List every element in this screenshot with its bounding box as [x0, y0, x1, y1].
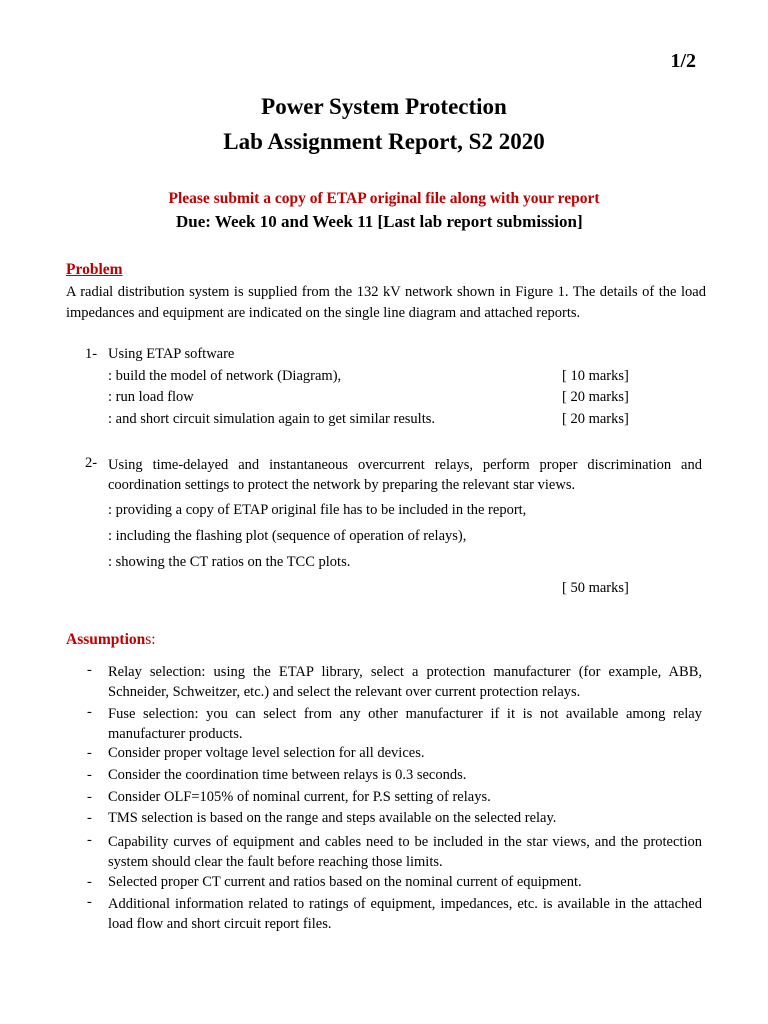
bullet-dash: - — [87, 745, 92, 761]
task1-title: Using ETAP software — [108, 346, 235, 362]
bullet-dash: - — [87, 810, 92, 826]
bullet-dash: - — [87, 874, 92, 890]
task1-item-marks: [ 10 marks] — [562, 368, 629, 384]
task2-title: Using time-delayed and instantaneous overcurrent relays, perform proper discrimination and coordination settings to protect the network by preparing the relevant star views. — [108, 457, 702, 493]
task2-item: : including the flashing plot (sequence of operation of relays), — [108, 528, 467, 544]
task1-item: : run load flow — [108, 389, 194, 405]
bullet-dash: - — [87, 894, 92, 910]
assumption-item: Consider OLF=105% of nominal current, for P.S setting of relays. — [108, 789, 491, 805]
task2-number: 2- — [85, 455, 98, 471]
submission-notice: Please submit a copy of ETAP original file along with your report — [168, 190, 600, 207]
due-date: Due: Week 10 and Week 11 [Last lab report submission] — [176, 212, 583, 231]
assumption-item: Selected proper CT current and ratios based on the nominal current of equipment. — [108, 874, 582, 890]
task2-item: : providing a copy of ETAP original file has to be included in the report, — [108, 502, 527, 518]
assumption-item: TMS selection is based on the range and steps available on the selected relay. — [108, 810, 557, 826]
bullet-dash: - — [87, 767, 92, 783]
assumption-item: Fuse selection: you can select from any other manufacturer if it is not available among relay manufacturer products. — [108, 706, 702, 742]
task2-item: : showing the CT ratios on the TCC plots. — [108, 554, 351, 570]
page-number: 1/2 — [670, 50, 696, 72]
bullet-dash: - — [87, 704, 92, 720]
assumption-item: Additional information related to ratings of equipment, impedances, etc. is available in the attached load flow and short circuit report files. — [108, 896, 702, 932]
task2-marks: [ 50 marks] — [562, 580, 629, 596]
bullet-dash: - — [87, 662, 92, 678]
bullet-dash: - — [87, 789, 92, 805]
task1-number: 1- — [85, 346, 98, 362]
title-line-1: Power System Protection — [261, 94, 507, 119]
task1-item-marks: [ 20 marks] — [562, 389, 629, 405]
assumptions-heading: Assumptions: — [66, 631, 156, 648]
title-line-2: Lab Assignment Report, S2 2020 — [223, 129, 545, 154]
problem-heading: Problem — [66, 261, 123, 278]
assumption-item: Consider the coordination time between relays is 0.3 seconds. — [108, 767, 467, 783]
bullet-dash: - — [87, 832, 92, 848]
task1-item: : and short circuit simulation again to get similar results. — [108, 411, 435, 427]
assumption-item: Consider proper voltage level selection for all devices. — [108, 745, 425, 761]
task1-item: : build the model of network (Diagram), — [108, 368, 342, 384]
assumption-item: Capability curves of equipment and cables need to be included in the star views, and the protection system should clear the fault before reaching those limits. — [108, 834, 702, 870]
task1-item-marks: [ 20 marks] — [562, 411, 629, 427]
assumption-item: Relay selection: using the ETAP library, select a protection manufacturer (for example, ABB, Schneider, Schweitzer, etc.) and select the relevant over current protection relays. — [108, 664, 702, 700]
problem-text: A radial distribution system is supplied from the 132 kV network shown in Figure 1. The details of the load impedances and equipment are indicated on the single line diagram and attached reports. — [66, 284, 706, 321]
